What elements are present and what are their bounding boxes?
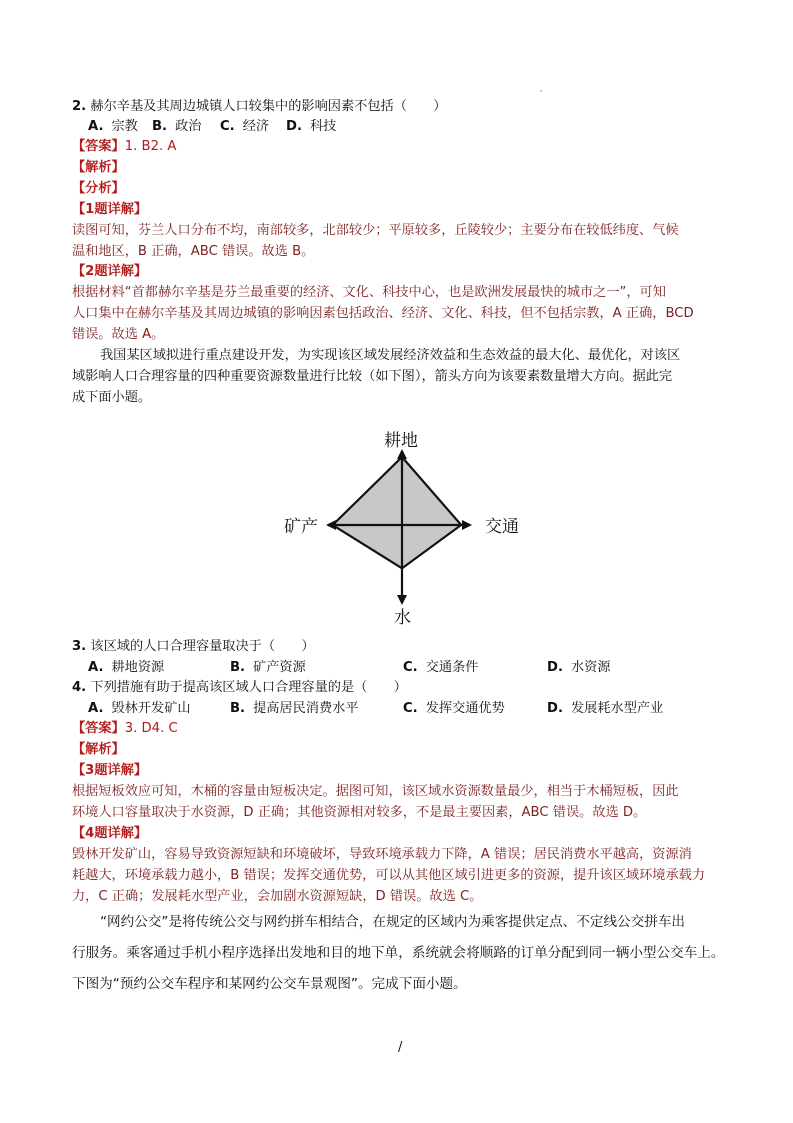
detail-2-heading: 【2题详解】 [72, 264, 148, 279]
intro-line-1: 我国某区域拟进行重点建设开发，为实现该区域发展经济效益和生态效益的最大化、最优化，对该区 [100, 348, 681, 363]
q3-option-b: B. 矿产资源 [230, 660, 306, 675]
analysis-heading-2: 【解析】 [72, 742, 125, 757]
q2-option-d: D. 科技 [286, 119, 337, 134]
detail-1-line-2: 温和地区，B 正确，ABC 错误。故选 B。 [72, 244, 315, 259]
label-farmland: 耕地 [384, 431, 418, 451]
q3-option-d: D. 水资源 [547, 660, 611, 675]
detail-4-line-3: 力，C 正确；发展耗水型产业，会加剧水资源短缺，D 错误。故选 C。 [72, 889, 483, 904]
detail-4-line-1: 毁林开发矿山，容易导致资源短缺和环境破坏，导致环境承载力下降，A 错误；居民消费水平越高，资源消 [72, 847, 692, 862]
q3-option-c: C. 交通条件 [403, 660, 479, 675]
q4-option-b: B. 提高居民消费水平 [230, 701, 359, 716]
analysis-heading-1: 【解析】 [72, 160, 125, 175]
intro2-line-2: 行服务。乘客通过手机小程序选择出发地和目的地下单，系统就会将顺路的订单分配到同一辆小型公交车上。 [72, 945, 725, 961]
resource-comparison-diagram [270, 425, 530, 635]
q3-option-a: A. 耕地资源 [88, 660, 165, 675]
intro-line-2: 域影响人口合理容量的四种重要资源数量进行比较（如下图），箭头方向为该要素数量增大方向。据此完 [72, 369, 673, 384]
intro-line-3: 成下面小题。 [72, 390, 152, 405]
question-4-stem: 4. 下列措施有助于提高该区域人口合理容量的是（ ） [72, 680, 407, 695]
detail-2-line-2: 人口集中在赫尔辛基及其周边城镇的影响因素包括政治、经济、文化、科技，但不包括宗教，A 正确，BCD [72, 306, 694, 321]
scan-speck [540, 90, 542, 92]
detail-4-heading: 【4题详解】 [72, 826, 148, 841]
detail-2-line-1: 根据材料“首都赫尔辛基是芬兰最重要的经济、文化、科技中心，也是欧洲发展最快的城市之一”，可知 [72, 285, 666, 300]
intro2-line-3: 下图为“预约公交车程序和某网约公交车景观图”。完成下面小题。 [72, 976, 467, 992]
q4-option-c: C. 发挥交通优势 [403, 701, 505, 716]
intro2-line-1: “网约公交”是将传统公交与网约拼车相结合，在规定的区域内为乘客提供定点、不定线公交拼车出 [100, 914, 686, 930]
question-3-stem: 3. 该区域的人口合理容量取决于（ ） [72, 639, 315, 654]
q2-option-c: C. 经济 [220, 119, 270, 134]
detail-4-line-2: 耗越大，环境承载力越小，B 错误；发挥交通优势，可以从其他区域引进更多的资源，提升该区域环境承载力 [72, 868, 706, 883]
detail-3-line-1: 根据短板效应可知，木桶的容量由短板决定。据图可知，该区域水资源数量最少，相当于木桶短板，因此 [72, 784, 679, 799]
fenxi-heading: 【分析】 [72, 181, 125, 196]
q2-option-b: B. 政治 [152, 119, 202, 134]
label-water: 水 [394, 608, 411, 628]
q4-option-d: D. 发展耗水型产业 [547, 701, 664, 716]
q4-option-a: A. 毁林开发矿山 [88, 701, 191, 716]
label-transport: 交通 [485, 517, 519, 537]
detail-1-heading: 【1题详解】 [72, 202, 148, 217]
detail-2-line-3: 错误。故选 A。 [72, 327, 165, 342]
answer-1-2: 【答案】1. B2. A [72, 139, 177, 154]
q2-option-a: A. 宗教 [88, 119, 138, 134]
resource-quadrilateral [333, 457, 462, 568]
page-number: / [398, 1040, 403, 1055]
detail-1-line-1: 读图可知，芬兰人口分布不均，南部较多，北部较少；平原较多，丘陵较少；主要分布在较低纬度、气候 [72, 223, 679, 238]
label-minerals: 矿产 [284, 517, 318, 537]
detail-3-line-2: 环境人口容量取决于水资源，D 正确；其他资源相对较多，不是最主要因素，ABC 错误。故选 D。 [72, 805, 647, 820]
answer-3-4: 【答案】3. D4. C [72, 721, 178, 736]
question-2-stem: 2. 赫尔辛基及其周边城镇人口较集中的影响因素不包括（ ） [72, 99, 447, 114]
detail-3-heading: 【3题详解】 [72, 763, 148, 778]
